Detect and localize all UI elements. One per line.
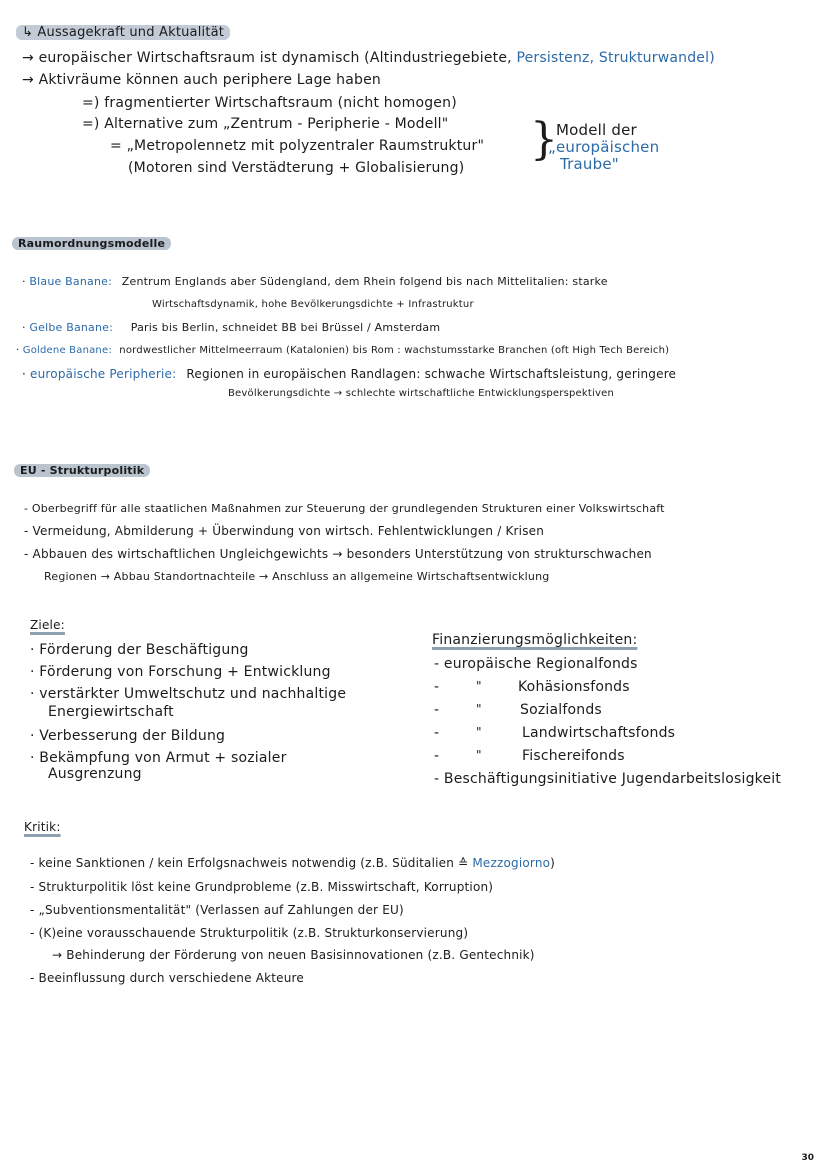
intro-line-1: → europäischer Wirtschaftsraum ist dynamisch (Altindustriegebiete, Persistenz, Strukturwandel) bbox=[22, 50, 715, 66]
ziele-heading: Ziele: bbox=[30, 618, 65, 632]
ziel-item-2: · Förderung von Forschung + Entwicklung bbox=[30, 664, 331, 680]
curly-brace: } bbox=[530, 114, 558, 165]
fonds-item-5: - bbox=[434, 748, 440, 764]
ziel-item-4: · Verbesserung der Bildung bbox=[30, 728, 226, 744]
kritik-item-3: - „Subventionsmentalität" (Verlassen auf Zahlungen der EU) bbox=[30, 903, 404, 917]
ditto-mark-1: " bbox=[476, 679, 482, 693]
fonds-item-4-label: Landwirtschaftsfonds bbox=[522, 725, 676, 741]
eu-bullet-3: - Abbauen des wirtschaftlichen Ungleichgewichts → besonders Unterstützung von strukturschwachen bbox=[24, 547, 652, 561]
modell-label-3: Traube" bbox=[560, 155, 619, 173]
fonds-item-2: - bbox=[434, 679, 440, 695]
peripherie-item: · europäische Peripherie: Regionen in europäischen Randlagen: schwache Wirtschaftsleistung, geringere bbox=[22, 367, 677, 381]
page-number: 30 bbox=[801, 1153, 814, 1163]
blaue-banane-cont: Wirtschaftsdynamik, hohe Bevölkerungsdichte + Infrastruktur bbox=[152, 299, 474, 310]
fonds-item-3: - bbox=[434, 702, 440, 718]
fonds-item-5-label: Fischereifonds bbox=[522, 748, 625, 764]
intro-line-6: (Motoren sind Verstädterung + Globalisierung) bbox=[128, 160, 465, 176]
intro-line-4: =) Alternative zum „Zentrum - Peripherie - Modell" bbox=[82, 116, 449, 132]
kritik-item-4-sub: → Behinderung der Förderung von neuen Basisinnovationen (z.B. Gentechnik) bbox=[52, 948, 535, 962]
ziel-item-1: · Förderung der Beschäftigung bbox=[30, 642, 249, 658]
kritik-item-5: - Beeinflussung durch verschiedene Akteure bbox=[30, 971, 304, 985]
ziel-item-5: · Bekämpfung von Armut + sozialer bbox=[30, 750, 287, 766]
modell-label-1: Modell der bbox=[556, 121, 637, 139]
gelbe-banane-item: · Gelbe Banane: Paris bis Berlin, schneidet BB bei Brüssel / Amsterdam bbox=[22, 321, 441, 334]
eu-bullet-1: - Oberbegriff für alle staatlichen Maßnahmen zur Steuerung der grundlegenden Strukturen einer Volkswirtschaft bbox=[24, 502, 665, 515]
fonds-item-4: - bbox=[434, 725, 440, 741]
ditto-mark-2: " bbox=[476, 702, 482, 716]
fonds-item-2-label: Kohäsionsfonds bbox=[518, 679, 630, 695]
intro-line-5: = „Metropolennetz mit polyzentraler Raumstruktur" bbox=[110, 138, 485, 154]
intro-line-3: =) fragmentierter Wirtschaftsraum (nicht homogen) bbox=[82, 95, 457, 111]
ziel-item-3: · verstärkter Umweltschutz und nachhaltige bbox=[30, 686, 347, 702]
fonds-item-6: - Beschäftigungsinitiative Jugendarbeitslosigkeit bbox=[434, 771, 782, 787]
kritik-item-4: - (K)eine vorausschauende Strukturpolitik (z.B. Strukturkonservierung) bbox=[30, 926, 469, 940]
kritik-item-1: - keine Sanktionen / kein Erfolgsnachweis notwendig (z.B. Süditalien ≙ Mezzogiorno) bbox=[30, 856, 556, 870]
fonds-item-1: - europäische Regionalfonds bbox=[434, 656, 638, 672]
finanzierung-heading: Finanzierungsmöglichkeiten: bbox=[432, 632, 638, 648]
modell-label-2: „europäischen bbox=[548, 138, 660, 156]
kritik-heading: Kritik: bbox=[24, 820, 61, 834]
intro-line-2: → Aktivräume können auch periphere Lage haben bbox=[22, 72, 381, 88]
raumordnung-heading: Raumordnungsmodelle bbox=[12, 232, 171, 251]
ditto-mark-3: " bbox=[476, 725, 482, 739]
ditto-mark-4: " bbox=[476, 748, 482, 762]
kritik-item-2: - Strukturpolitik löst keine Grundprobleme (z.B. Misswirtschaft, Korruption) bbox=[30, 880, 494, 894]
goldene-banane-item: · Goldene Banane: nordwestlicher Mittelmeerraum (Katalonien) bis Rom : wachstumsstarke Branchen (oft High Tech Bereich) bbox=[16, 345, 670, 356]
eu-struktur-heading: EU - Strukturpolitik bbox=[14, 459, 150, 478]
peripherie-cont: Bevölkerungsdichte → schlechte wirtschaftliche Entwicklungsperspektiven bbox=[228, 388, 615, 399]
ziel-item-5-cont: Ausgrenzung bbox=[48, 766, 142, 782]
fonds-item-3-label: Sozialfonds bbox=[520, 702, 602, 718]
eu-bullet-2: - Vermeidung, Abmilderung + Überwindung von wirtsch. Fehlentwicklungen / Krisen bbox=[24, 524, 545, 538]
eu-bullet-3-cont: Regionen → Abbau Standortnachteile → Anschluss an allgemeine Wirtschaftsentwicklung bbox=[44, 570, 550, 583]
blaue-banane-item: · Blaue Banane: Zentrum Englands aber Südengland, dem Rhein folgend bis nach Mittelitalien: starke bbox=[22, 275, 608, 288]
intro-heading: ↳ Aussagekraft und Aktualität bbox=[16, 24, 230, 40]
ziel-item-3-cont: Energiewirtschaft bbox=[48, 704, 174, 720]
